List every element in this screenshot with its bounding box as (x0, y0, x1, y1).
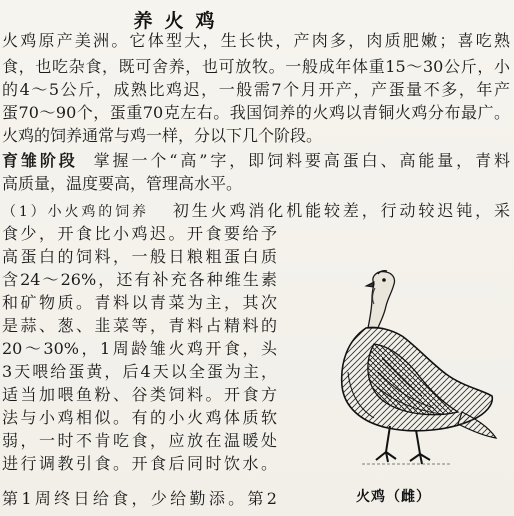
stage-heading: 育雏阶段 (2, 151, 78, 170)
narrow-line: 适当加喂鱼粉、谷类饲料。开食方 (2, 385, 277, 404)
narrow-line: 含24～26%，还有补充各种维生素 (2, 270, 277, 289)
narrow-line: 高蛋白的饲料，一般日粮粗蛋白质 (2, 247, 277, 266)
paragraph-line: 火鸡的饲养通常与鸡一样，分以下几个阶段。 (2, 126, 323, 145)
section-title: 养火鸡 (133, 10, 227, 32)
subsection-line (2, 200, 510, 223)
narrow-line: 进行调教引食。开食后同时饮水。 (2, 454, 277, 473)
narrow-line: 第1周终日给食，少给勤添。第2 (2, 489, 277, 508)
paragraph-line: 的4～5公斤，成熟比鸡迟，一般需7个月开产，产蛋量不多，年产 (2, 80, 510, 99)
narrow-line: 是蒜、葱、韭菜等，青料占精料的 (2, 316, 277, 335)
narrow-line: 和矿物质。青料以青菜为主，其次 (2, 293, 277, 312)
narrow-line: 弱，一时不肯吃食，应放在温暖处 (2, 431, 277, 450)
stage-line: 高质量，温度要高，管理高水平。 (2, 174, 243, 193)
stage-text: 掌握一个“高”字，即饲料要高蛋白、高能量，青料 (93, 151, 510, 170)
subsection-text: 初生火鸡消化机能较差，行动较迟钝，采 (172, 201, 510, 220)
turkey-illustration-icon (312, 262, 502, 472)
paragraph-line: 蛋70～90个，蛋重70克左右。我国饲养的火鸡以青铜火鸡分布最广。 (2, 103, 510, 122)
narrow-line: 食少，开食比小鸡迟。开食要给予 (2, 224, 277, 243)
subsection-heading: （1）小火鸡的饲养 (2, 204, 149, 220)
stage-line (2, 150, 510, 172)
paragraph-line: 食，也吃杂食，既可舍养，也可放牧。一般成年体重15～30公斤，小 (2, 57, 510, 76)
narrow-line: 法与小鸡相似。有的小火鸡体质软 (2, 408, 277, 427)
paragraph-line: 火鸡原产美洲。它体型大，生长快，产肉多，肉质肥嫩；喜吃熟 (2, 31, 510, 50)
figure-caption: 火鸡（雌） (356, 489, 431, 505)
narrow-line: 20～30%，1周龄雏火鸡开食，头 (2, 339, 277, 358)
narrow-line: 3天喂给蛋黄，后4天以全蛋为主， (2, 362, 277, 381)
